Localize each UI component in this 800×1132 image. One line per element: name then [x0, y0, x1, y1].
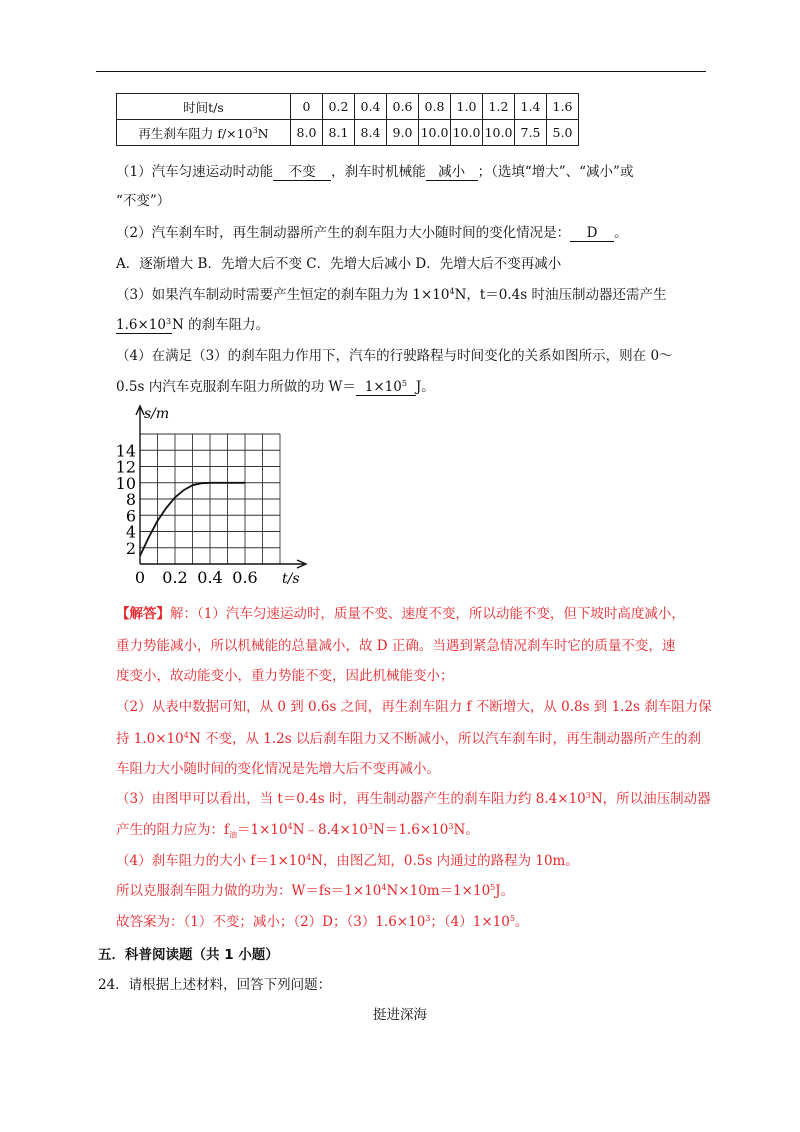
- solution-line-9: （4）刹车阻力的大小 $f=1\times 10^4N$，由图乙知，0.5s 内通过的路程为 10m。: [116, 853, 579, 869]
- table-cell: 0.8: [419, 94, 451, 120]
- y-axis-label: s/m: [144, 406, 170, 422]
- q4-line-1: （4）在满足（3）的刹车阻力作用下，汽车的行驶路程与时间变化的关系如图所示，则在 0～: [116, 348, 673, 364]
- chart-axes: [136, 406, 306, 568]
- table-cell: 1.0: [451, 94, 483, 120]
- solution-line-7: （3）由图甲可以看出，当 t＝0.4s 时，再生制动器产生的刹车阻力约 $8.4\times 10^3N$，所以油压制动器: [116, 791, 711, 807]
- q2-answer: D: [570, 225, 614, 242]
- solution-line-2: 重力势能减小，所以机械能的总量减小，故 D 正确。当遇到紧急情况刹车时它的质量不变，速: [116, 638, 676, 654]
- q3-line-2: $1.6\times 10^3N$ 的刹车阻力。: [116, 317, 270, 333]
- q1-line-1: （1）汽车匀速运动时动能 不变 ，刹车时机械能 减小 ；（选填“增大”、“减小”或: [116, 160, 633, 181]
- reading-title: 挺进深海: [373, 1007, 427, 1023]
- y-tick-label: 14: [115, 441, 136, 461]
- y-tick-label: 8: [125, 490, 136, 509]
- table-cell: 0.2: [323, 94, 355, 120]
- table-cell: 8.0: [291, 120, 323, 146]
- table-cell: 0.4: [355, 94, 387, 120]
- table-cell: 1.2: [483, 94, 515, 120]
- table-cell: 5.0: [547, 120, 579, 146]
- y-tick-label: 10: [115, 473, 136, 493]
- x-tick-label: 0: [134, 568, 146, 587]
- q3-answer: $1.6\times 10^3$: [116, 317, 172, 333]
- y-tick-label: 12: [115, 457, 136, 477]
- table-row-force: [117, 120, 579, 146]
- chart-ticks: [116, 441, 258, 587]
- solution-tag: 【解答】: [116, 606, 170, 622]
- table-cell: 1.4: [515, 94, 547, 120]
- table-cell: 10.0: [451, 120, 483, 146]
- table-cell: 0: [291, 94, 323, 120]
- table-cell: 1.6: [547, 94, 579, 120]
- table-cell: 9.0: [387, 120, 419, 146]
- q1-answer-2: 减小: [426, 160, 478, 181]
- y-tick-label: 4: [125, 522, 136, 542]
- section-heading: 五．科普阅读题（共 1 小题）: [98, 947, 279, 963]
- x-tick-label: 0.2: [162, 568, 188, 587]
- question-24: 24．请根据上述材料，回答下列问题：: [98, 977, 332, 993]
- table-cell: 0.6: [387, 94, 419, 120]
- solution-line-11: 故答案为：（1）不变；减小；（2）D；$(3)1.6\times 10^3$；$(4)1\times 10^5$。: [116, 914, 529, 930]
- q2-options: A．逐渐增大 B．先增大后不变 C．先增大后减小 D．先增大后不变再减小: [116, 256, 562, 272]
- y-tick-label: 2: [125, 538, 136, 558]
- x-axis-label: t/s: [282, 571, 300, 587]
- x-tick-label: 0.6: [232, 568, 258, 587]
- solution-line-6: 车阻力大小随时间的变化情况是先增大后不变再减小。: [116, 761, 440, 777]
- y-tick-label: 6: [125, 506, 136, 526]
- q3-line-1: （3）如果汽车制动时需要产生恒定的刹车阻力为 $1\times 10^4N$，t＝0.4s 时油压制动器还需产生: [116, 287, 667, 303]
- header-rule: [96, 71, 706, 72]
- table-row-time: [117, 94, 579, 120]
- chart-grid: [140, 434, 280, 564]
- table-header-time: 时间t/s: [117, 94, 291, 120]
- solution-line-4: （2）从表中数据可知，从 0 到 0.6s 之间，再生刹车阻力 f 不断增大，从 0.8s 到 1.2s 刹车阻力保: [116, 699, 712, 715]
- distance-time-chart: [110, 400, 310, 590]
- q1-answer-1: 不变: [273, 160, 331, 181]
- table-cell: 8.4: [355, 120, 387, 146]
- solution-line-8: 产生的阻力应为：$f_油=1\times 10^4N﹣8.4\times 10^3N=1.6\times 10^3N$。: [116, 822, 479, 840]
- table-cell: 8.1: [323, 120, 355, 146]
- table-header-force: 再生刹车阻力 $f/\times 10^3N$: [117, 120, 291, 146]
- solution-line-5: 持 $1.0\times 10^4N$ 不变，从 1.2s 以后刹车阻力又不断减小，所以汽车刹车时，再生制动器所产生的刹: [116, 731, 701, 747]
- solution-line-10: 所以克服刹车阻力做的功为：$W=fs=1\times 10^4N\times 10m=1\times 10^5J$。: [116, 883, 515, 899]
- q4-answer: $1\times 10^5$: [356, 379, 416, 396]
- solution-line-1: 【解答】解：（1）汽车匀速运动时，质量不变、速度不变，所以动能不变，但下坡时高度减小，: [116, 606, 685, 622]
- q1-line-2: “不变”）: [116, 193, 171, 209]
- data-table: [116, 93, 579, 146]
- q2-line-1: （2）汽车刹车时，再生制动器所产生的刹车阻力大小随时间的变化情况是： D 。: [116, 225, 628, 241]
- solution-line-3: 度变小，故动能变小，重力势能不变，因此机械能变小；: [116, 668, 454, 684]
- table-cell: 7.5: [515, 120, 547, 146]
- q4-line-2: 0.5s 内汽车克服刹车阻力所做的功 $W= 1\times 10^5$ J。: [116, 379, 435, 395]
- table-cell: 10.0: [419, 120, 451, 146]
- x-tick-label: 0.4: [197, 568, 223, 587]
- table-cell: 10.0: [483, 120, 515, 146]
